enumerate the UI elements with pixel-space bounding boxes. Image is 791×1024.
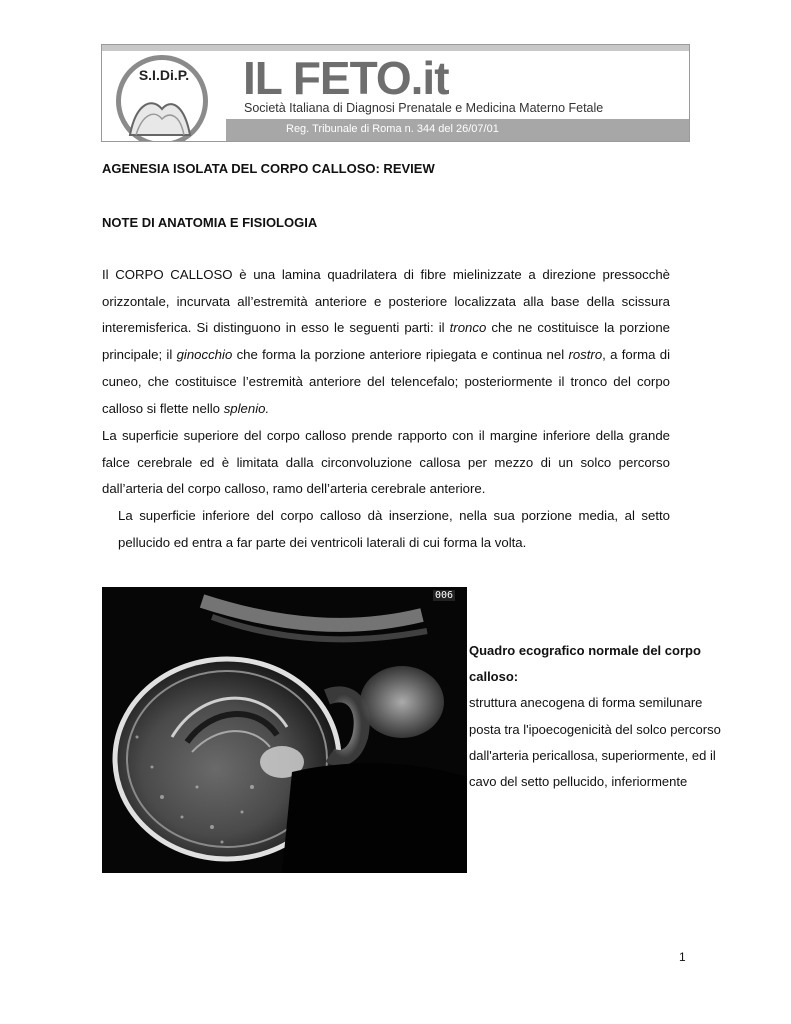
- logo: [102, 51, 226, 141]
- caption-text: struttura anecogena di forma semilunare posta tra l'ipoecogenicità del solco percorso dall'arteria pericallosa, superiormente, ed il cavo del setto pellucido, inferiormente: [469, 695, 721, 790]
- image-caption: [469, 638, 729, 795]
- para1-text-3: che forma la porzione anteriore ripiegata e continua nel: [232, 347, 569, 363]
- paragraph-inferior-surface: [118, 503, 670, 556]
- para3-text: La superficie inferiore del corpo calloso dà inserzione, nella sua porzione media, al setto pellucido ed entra a far parte dei ventricoli laterali di cui forma la volta.: [118, 508, 670, 550]
- header-banner: [101, 44, 690, 142]
- logo-text: S.I.Di.P.: [138, 67, 190, 83]
- registration-note: Reg. Tribunale di Roma n. 344 del 26/07/01: [286, 123, 499, 135]
- logo-dome-icon: [126, 89, 196, 141]
- site-title: IL FETO.it: [243, 52, 449, 104]
- term-ginocchio: ginocchio: [176, 347, 233, 363]
- paragraph-anatomy: [102, 262, 670, 422]
- para1-text-2: che ne costituisce la porzione principale; il: [102, 320, 670, 363]
- para1-text-4: , a forma di cuneo, che costituisce l’estremità anteriore del telencefalo; posteriormente il tronco del corpo calloso si flette nello: [102, 347, 670, 416]
- section-heading: NOTE DI ANATOMIA E FISIOLOGIA: [102, 215, 318, 230]
- paragraph-superior-surface: [102, 423, 670, 503]
- document-title: AGENESIA ISOLATA DEL CORPO CALLOSO: REVIEW: [102, 161, 435, 176]
- site-subtitle: Società Italiana di Diagnosi Prenatale e Medicina Materno Fetale: [244, 101, 604, 115]
- page-number: 1: [679, 950, 686, 964]
- term-tronco: tronco: [449, 320, 487, 336]
- term-rostro: rostro: [568, 347, 603, 363]
- para2-text: La superficie superiore del corpo calloso prende rapporto con il margine inferiore della grande falce cerebrale ed è limitata dalla circonvoluzione callosa per mezzo di un solco percorso dall’arteria del corpo calloso, ramo dell’arteria cerebrale anteriore.: [102, 428, 670, 497]
- para1-text-1: Il CORPO CALLOSO è una lamina quadrilatera di fibre mielinizzate a direzione pressocchè orizzontale, incurvata all’estremità anteriore e posteriore localizzata alla base della scissura interemisferica. Si distinguono in esso le seguenti parti: il: [102, 267, 670, 336]
- scan-frame-label: 006: [434, 590, 453, 601]
- caption-title: Quadro ecografico normale del corpo calloso:: [469, 643, 701, 685]
- ultrasound-scan-graphic: [102, 587, 467, 873]
- term-splenio: splenio.: [223, 400, 270, 416]
- ultrasound-image: [102, 587, 467, 873]
